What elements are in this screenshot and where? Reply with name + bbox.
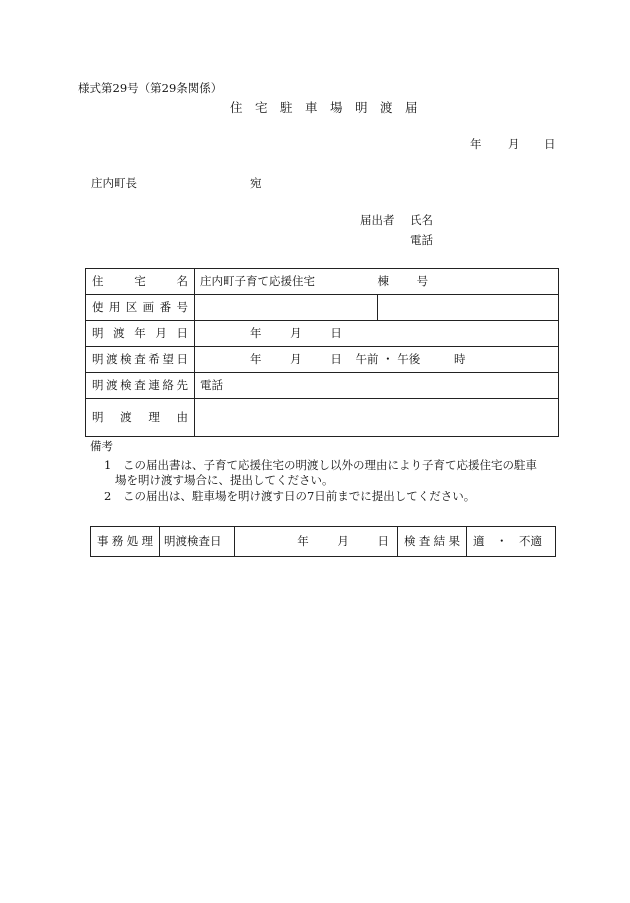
office-month: 月 (337, 533, 349, 548)
vacate-date-label: 明 渡 年 月 日 (92, 325, 188, 340)
row-housing-name (86, 269, 559, 295)
date-month: 月 (508, 137, 520, 151)
parking-number-extra[interactable] (378, 295, 559, 321)
vacate-month: 月 (290, 325, 302, 340)
note-1-text-line1: この届出書は、子育て応援住宅の明渡し以外の理由により子育て応援住宅の駐車 (122, 458, 537, 472)
office-inspection-date-value[interactable] (235, 527, 398, 557)
addressee-honorific: 宛 (250, 176, 262, 190)
office-inspection-date-label: 明渡検査日 (164, 533, 222, 548)
reason-label: 明 渡 理 由 (92, 409, 188, 424)
housing-name-label: 住 宅 名 (92, 273, 188, 288)
parking-number-label: 使 用 区 画 番 号 (92, 299, 188, 314)
form-title: 住 宅 駐 車 場 明 渡 届 (230, 100, 418, 115)
note-1-number: 1 (104, 458, 112, 472)
inspection-hour: 時 (453, 351, 466, 366)
contact-label: 明 渡 検 査 連 絡 先 (92, 377, 188, 392)
office-day: 日 (377, 533, 389, 548)
row-inspection-date (86, 347, 559, 373)
building-label: 棟 (377, 273, 389, 288)
applicant-name-label: 氏名 (410, 213, 433, 227)
row-reason (86, 399, 559, 437)
date-year: 年 (470, 137, 482, 151)
office-result-value: 適 ・ 不適 (473, 533, 542, 548)
inspection-day: 日 (330, 351, 342, 366)
contact-value-cell[interactable] (195, 373, 559, 399)
note-2-text-line1: この届出は、駐車場を明け渡す日の7日前までに提出してください。 (122, 489, 476, 503)
applicant-phone-label: 電話 (410, 233, 433, 247)
inspection-ampm: 午前 ・ 午後 (355, 351, 421, 366)
inspection-date-value[interactable] (195, 347, 559, 373)
row-parking-number (86, 295, 559, 321)
main-form-table (85, 268, 559, 437)
note-item-1 (104, 458, 537, 488)
number-label: 号 (416, 273, 429, 288)
inspection-year: 年 (250, 351, 262, 366)
reason-value[interactable] (195, 399, 559, 437)
office-label: 事 務 処 理 (97, 533, 153, 548)
office-result-value-cell[interactable] (467, 527, 556, 557)
note-1-text-line2: 場を明け渡す場合に、提出してください。 (115, 473, 334, 487)
notes-heading: 備考 (90, 439, 113, 453)
inspection-date-label: 明 渡 検 査 希 望 日 (92, 351, 188, 366)
parking-number-value[interactable] (195, 295, 378, 321)
row-vacate-date (86, 321, 559, 347)
form-number: 様式第29号（第29条関係） (78, 81, 223, 95)
office-processing-table (90, 526, 556, 557)
date-day: 日 (544, 137, 556, 151)
row-contact (86, 373, 559, 399)
note-2-number: 2 (104, 489, 112, 503)
vacate-date-value[interactable] (195, 321, 559, 347)
addressee-name: 庄内町長 (91, 176, 137, 190)
vacate-year: 年 (250, 325, 262, 340)
contact-phone-label: 電話 (200, 377, 223, 392)
inspection-month: 月 (290, 351, 302, 366)
note-item-2 (104, 489, 475, 504)
applicant-label: 届出者 (360, 213, 395, 227)
housing-name-value: 庄内町子育て応援住宅 (200, 273, 315, 288)
office-result-label: 検 査 結 果 (404, 533, 460, 548)
vacate-day: 日 (330, 325, 342, 340)
office-year: 年 (297, 533, 309, 548)
